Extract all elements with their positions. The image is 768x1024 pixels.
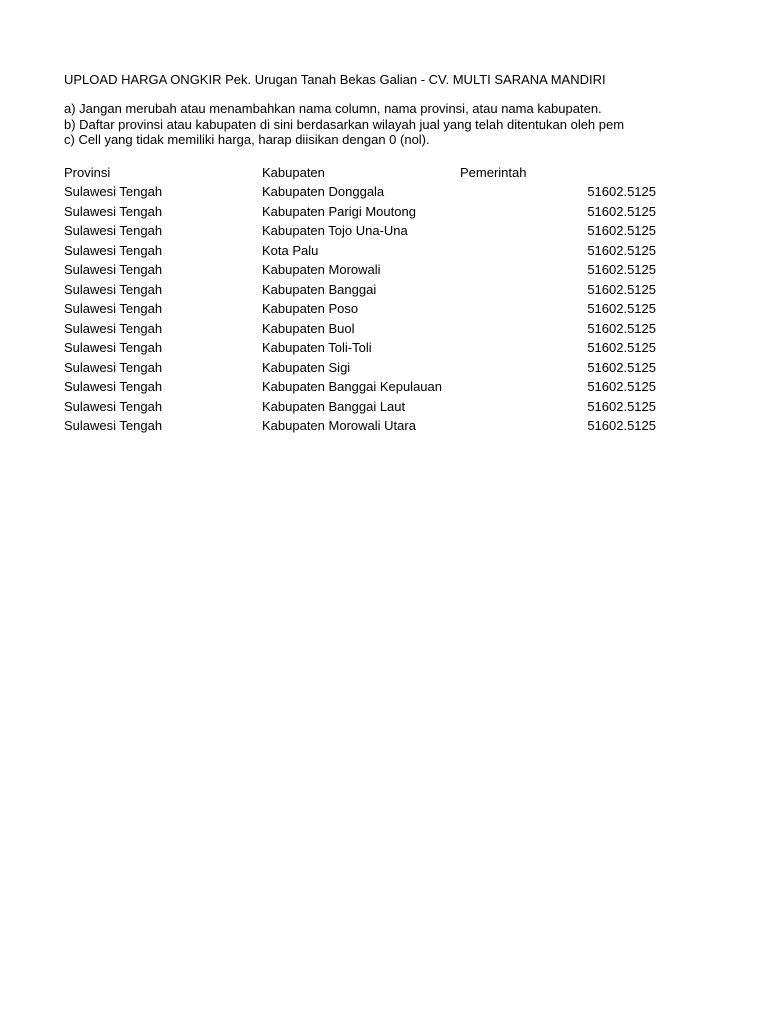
- document-title: UPLOAD HARGA ONGKIR Pek. Urugan Tanah Bekas Galian - CV. MULTI SARANA MANDIRI: [64, 72, 606, 87]
- cell-pemerintah: 51602.5125: [587, 359, 656, 375]
- cell-kabupaten: Kabupaten Donggala: [262, 184, 385, 199]
- cell-kabupaten: Kabupaten Buol: [262, 320, 355, 336]
- table-row: [64, 358, 656, 378]
- cell-provinsi: Sulawesi Tengah: [64, 281, 163, 297]
- cell-kabupaten: Kabupaten Sigi: [262, 359, 351, 375]
- cell-pemerintah: 51602.5125: [587, 398, 656, 414]
- table-row: [64, 319, 656, 339]
- header-pemerintah: Pemerintah: [460, 164, 527, 180]
- instructions-block: [64, 101, 656, 148]
- cell-provinsi: Sulawesi Tengah: [64, 242, 163, 258]
- cell-provinsi: Sulawesi Tengah: [64, 359, 163, 375]
- instruction-a: a) Jangan merubah atau menambahkan nama column, nama provinsi, atau nama kabupaten.: [64, 101, 602, 116]
- cell-pemerintah: 51602.5125: [587, 418, 656, 433]
- cell-pemerintah: 51602.5125: [587, 281, 656, 297]
- table-row: [64, 377, 656, 397]
- cell-kabupaten: Kabupaten Morowali Utara: [262, 418, 416, 433]
- cell-provinsi: Sulawesi Tengah: [64, 301, 163, 316]
- header-kabupaten: Kabupaten: [262, 164, 325, 180]
- cell-provinsi: Sulawesi Tengah: [64, 320, 163, 336]
- cell-provinsi: Sulawesi Tengah: [64, 262, 163, 277]
- table-row: [64, 241, 656, 261]
- cell-kabupaten: Kota Palu: [262, 242, 319, 258]
- cell-provinsi: Sulawesi Tengah: [64, 223, 163, 238]
- cell-pemerintah: 51602.5125: [587, 242, 656, 258]
- cell-provinsi: Sulawesi Tengah: [64, 340, 163, 355]
- cell-kabupaten: Kabupaten Banggai: [262, 281, 377, 297]
- instruction-c: c) Cell yang tidak memiliki harga, harap diisikan dengan 0 (nol).: [64, 132, 430, 147]
- cell-kabupaten: Kabupaten Parigi Moutong: [262, 203, 416, 219]
- cell-pemerintah: 51602.5125: [587, 379, 656, 394]
- cell-provinsi: Sulawesi Tengah: [64, 418, 163, 433]
- table-row: [64, 221, 656, 241]
- table-header-row: [64, 163, 656, 183]
- table-row: [64, 397, 656, 417]
- cell-provinsi: Sulawesi Tengah: [64, 203, 163, 219]
- cell-provinsi: Sulawesi Tengah: [64, 184, 163, 199]
- cell-provinsi: Sulawesi Tengah: [64, 379, 163, 394]
- table-row: [64, 260, 656, 280]
- cell-kabupaten: Kabupaten Banggai Kepulauan: [262, 379, 442, 394]
- cell-pemerintah: 51602.5125: [587, 203, 656, 219]
- table-row: [64, 280, 656, 300]
- cell-pemerintah: 51602.5125: [587, 320, 656, 336]
- cell-kabupaten: Kabupaten Poso: [262, 301, 359, 316]
- cell-provinsi: Sulawesi Tengah: [64, 398, 163, 414]
- cell-pemerintah: 51602.5125: [587, 301, 656, 316]
- cell-kabupaten: Kabupaten Toli-Toli: [262, 340, 372, 355]
- table-row: [64, 202, 656, 222]
- cell-pemerintah: 51602.5125: [587, 223, 656, 238]
- cell-kabupaten: Kabupaten Banggai Laut: [262, 398, 406, 414]
- table-row: [64, 338, 656, 358]
- table-row: [64, 416, 656, 436]
- instruction-b: b) Daftar provinsi atau kabupaten di sini berdasarkan wilayah jual yang telah ditentukan oleh pem: [64, 116, 625, 132]
- cell-kabupaten: Kabupaten Tojo Una-Una: [262, 223, 408, 238]
- cell-pemerintah: 51602.5125: [587, 262, 656, 277]
- cell-pemerintah: 51602.5125: [587, 184, 656, 199]
- header-provinsi: Provinsi: [64, 164, 111, 180]
- spreadsheet-page: [64, 72, 656, 436]
- table-row: [64, 182, 656, 202]
- cell-pemerintah: 51602.5125: [587, 340, 656, 355]
- table-row: [64, 299, 656, 319]
- price-table: [64, 163, 656, 436]
- cell-kabupaten: Kabupaten Morowali: [262, 262, 381, 277]
